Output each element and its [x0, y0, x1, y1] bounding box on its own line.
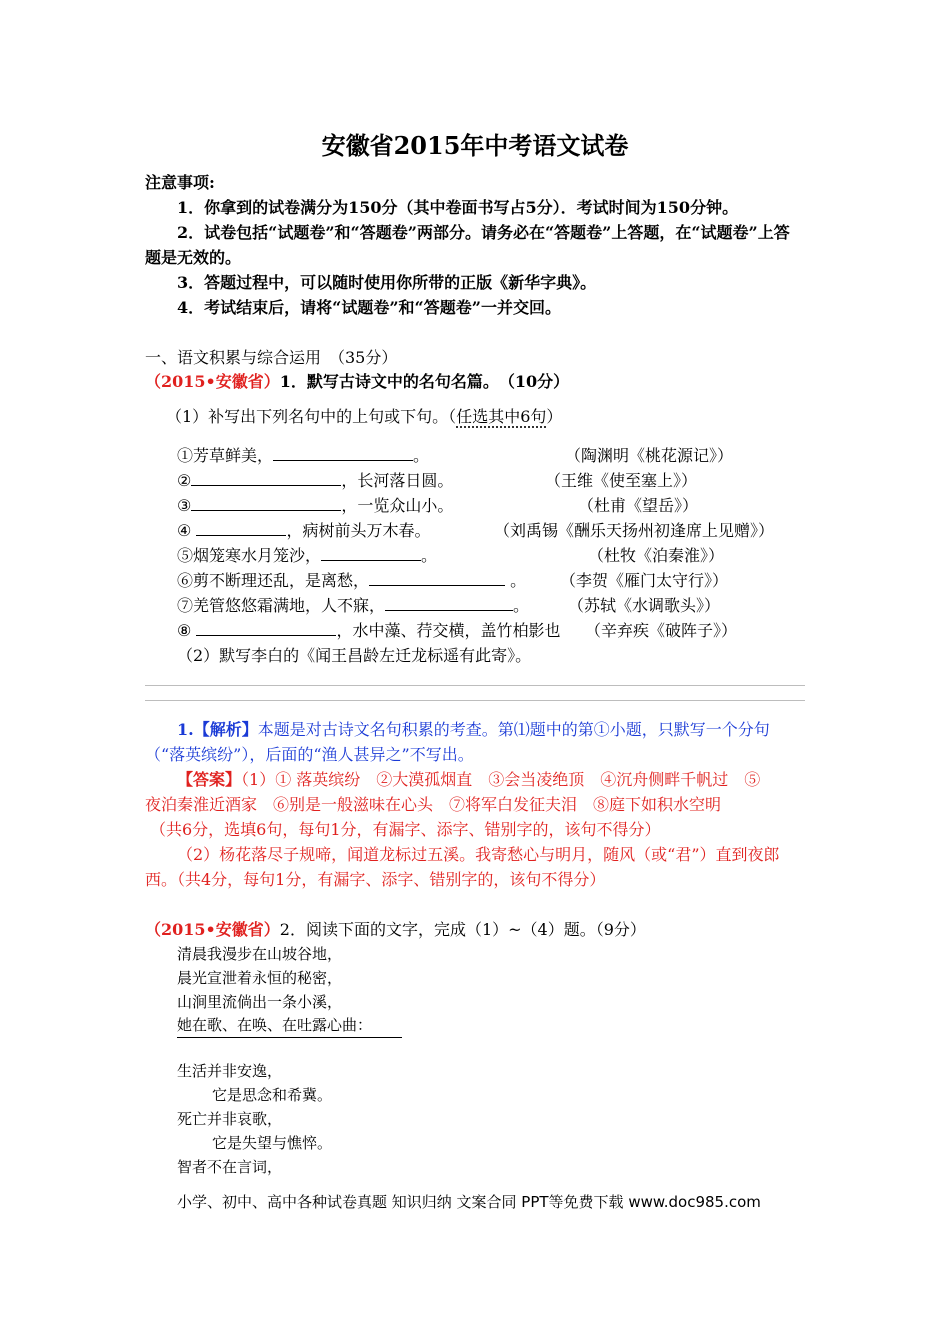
blank-1[interactable]: [273, 443, 413, 461]
answer-line-4: （2）杨花落尽子规啼，闻道龙标过五溪。我寄愁心与明月，随风（或“君”）直到夜郎: [177, 845, 780, 864]
analysis-line-1: 1.【解析】本题是对古诗文名句积累的考查。第⑴题中的第①小题，只默写一个分句: [177, 720, 770, 739]
q2-header: [145, 917, 646, 940]
poem-line-2: 晨光宣泄着永恒的秘密，: [177, 969, 343, 987]
source-7: （苏轼《水调歌头》）: [568, 596, 721, 615]
blank-7[interactable]: [385, 593, 513, 611]
fill-line-1: ①芳草鲜美， 。: [177, 443, 429, 466]
divider-bottom: [145, 700, 805, 701]
section1-heading: 一、语文积累与综合运用 （35分）: [145, 348, 398, 367]
q1-stem: 1．默写古诗文中的名句名篇。 （10分）: [279, 372, 570, 391]
page-title: 安徽省2015年中考语文试卷: [321, 131, 629, 160]
notice-heading: 注意事项:: [145, 173, 215, 192]
q1-sub1-prefix: （1）补写出下列名句中的上句或下句。（: [166, 407, 457, 426]
source-6: （李贺《雁门太守行》）: [560, 571, 729, 590]
poem-line-1: 清晨我漫步在山坡谷地，: [177, 945, 343, 963]
notice-item-3: 3．答题过程中，可以随时使用你所带的正版《新华字典》。: [177, 273, 597, 292]
notice-item-2: 2．试卷包括“试题卷”和“答题卷”两部分。请务必在“答题卷”上答题，在“试题卷”上答: [177, 223, 790, 242]
q1-sub1-dotted: 任选其中6句: [456, 407, 547, 426]
fill-line-3: ③ ，一览众山小。: [177, 493, 453, 516]
answer-line-1: 【答案】（1）① 落英缤纷 ②大漠孤烟直 ③会当凌绝顶 ④沉舟侧畔千帆过 ⑤: [177, 770, 761, 789]
notice-item-1: 1．你拿到的试卷满分为150分（其中卷面书写占5分）．考试时间为150分钟。: [177, 198, 739, 217]
q2-source-tag: （2015•安徽省）: [145, 920, 280, 939]
blank-6[interactable]: [369, 568, 505, 586]
poem-line-6: 它是思念和希冀。: [212, 1086, 333, 1104]
source-5: （杜牧《泊秦淮》）: [588, 546, 725, 565]
poem-line-8: 它是失望与憔悴。: [212, 1134, 333, 1152]
source-1: （陶渊明《桃花源记》）: [565, 446, 734, 465]
fill-line-6: ⑥剪不断理还乱，是离愁， 。: [177, 568, 526, 591]
poem-line-7: 死亡并非哀歌，: [177, 1110, 283, 1128]
fill-line-8: ⑧ ，水中藻、荇交横，盖竹柏影也: [177, 618, 560, 641]
fill-line-4: ④ ，病树前头万木春。: [177, 518, 430, 541]
source-3: （杜甫《望岳》）: [578, 496, 699, 515]
q1-sub1: [166, 404, 562, 427]
q1-sub2: （2）默写李白的《闻王昌龄左迁龙标遥有此寄》。: [177, 646, 532, 665]
blank-3[interactable]: [191, 493, 341, 511]
analysis-line-2: （“落英缤纷”），后面的“渔人甚异之”不写出。: [145, 745, 474, 764]
answer-line-5: 西。（共4分，每句1分，有漏字、添字、错别字的，该句不得分）: [145, 870, 606, 889]
poem-line-4: 她在歌、在唤、在吐露心曲：: [177, 1014, 402, 1038]
poem-line-9: 智者不在言词，: [177, 1158, 283, 1176]
divider-top: [145, 685, 805, 686]
fill-line-2: ② ，长河落日圆。: [177, 468, 453, 491]
poem-line-5: 生活并非安逸，: [177, 1062, 283, 1080]
fill-line-5: ⑤烟笼寒水月笼沙， 。: [177, 543, 437, 566]
poem-line-3: 山涧里流倘出一条小溪，: [177, 993, 343, 1011]
blank-2[interactable]: [191, 468, 341, 486]
blank-4[interactable]: [196, 518, 286, 536]
blank-5[interactable]: [321, 543, 421, 561]
footer-text: 小学、初中、高中各种试卷真题 知识归纳 文案合同 PPT等免费下载 www.doc985.com: [177, 1193, 761, 1211]
source-8: （辛弃疾《破阵子》）: [585, 621, 738, 640]
source-4: （刘禹锡《酬乐天扬州初逢席上见赠》）: [494, 521, 775, 540]
q1-header: [145, 369, 569, 392]
notice-item-2-cont: 题是无效的。: [145, 248, 242, 267]
q1-sub1-suffix: ）: [546, 407, 563, 426]
q2-stem: 2．阅读下面的文字，完成（1）~（4）题。（9分）: [279, 920, 646, 939]
notice-item-4: 4．考试结束后，请将“试题卷”和“答题卷”一并交回。: [177, 298, 561, 317]
q1-source-tag: （2015•安徽省）: [145, 372, 280, 391]
answer-line-3: （共6分，选填6句，每句1分，有漏字、添字、错别字的，该句不得分）: [150, 820, 661, 839]
answer-line-2: 夜泊秦淮近酒家 ⑥别是一般滋味在心头 ⑦将军白发征夫泪 ⑧庭下如积水空明: [145, 795, 722, 814]
fill-line-7: ⑦羌管悠悠霜满地，人不寐， 。: [177, 593, 529, 616]
blank-8[interactable]: [196, 618, 336, 636]
source-2: （王维《使至塞上》）: [545, 471, 698, 490]
